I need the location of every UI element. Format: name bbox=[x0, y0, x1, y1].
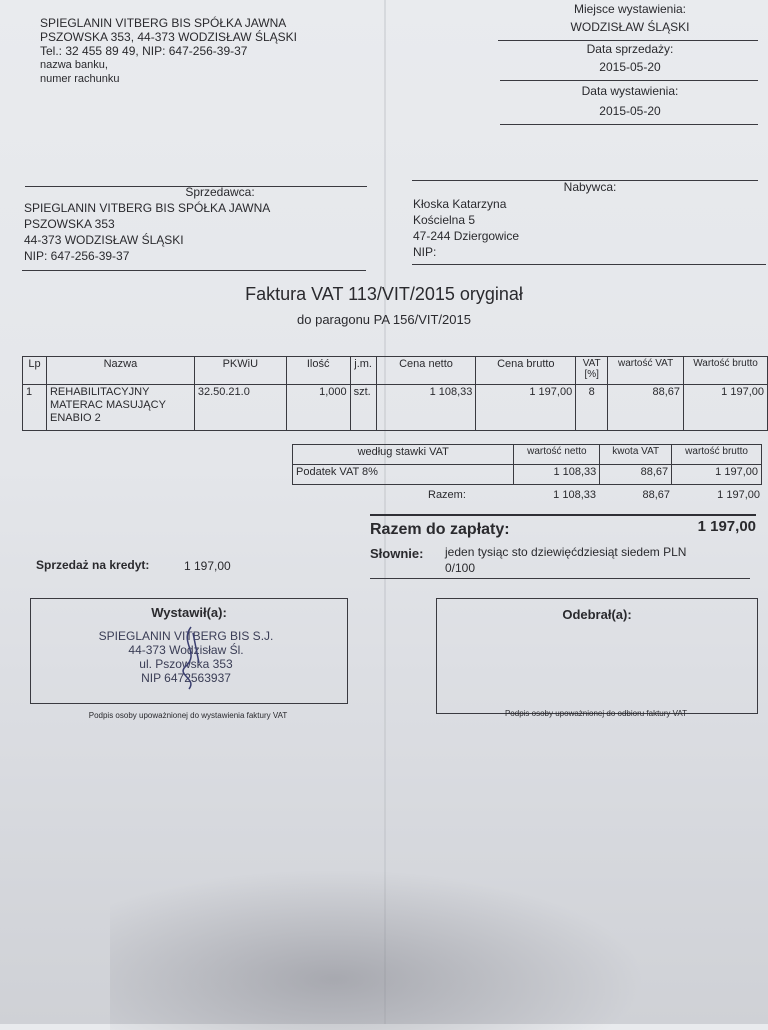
vat-header-vat: kwota VAT bbox=[600, 445, 672, 465]
row-vat: 8 bbox=[576, 385, 608, 431]
buyer-nip: NIP: bbox=[413, 245, 437, 259]
row-vat-value: 88,67 bbox=[608, 385, 684, 431]
vat-row-gross: 1 197,00 bbox=[672, 465, 762, 485]
stamp-line1: SPIEGLANIN VITBERG BIS S.J. bbox=[98, 629, 274, 643]
due-value: 1 197,00 bbox=[697, 518, 756, 535]
col-unit: j.m. bbox=[350, 357, 376, 385]
header-company-block bbox=[40, 16, 297, 86]
issued-signature-box bbox=[30, 598, 348, 704]
row-unit: szt. bbox=[350, 385, 376, 431]
issue-date-value: 2015-05-20 bbox=[599, 104, 661, 118]
row-pkwiu: 32.50.21.0 bbox=[194, 385, 286, 431]
received-label: Odebrał(a): bbox=[562, 607, 632, 622]
seller-bottomline bbox=[22, 270, 366, 271]
header-company-name: SPIEGLANIN VITBERG BIS SPÓŁKA JAWNA bbox=[40, 16, 287, 30]
words-label: Słownie: bbox=[370, 546, 424, 561]
totals-topline bbox=[370, 514, 756, 516]
received-caption: Podpis osoby upoważnionej do odbioru faktury VAT bbox=[504, 709, 688, 718]
vat-summary-table bbox=[292, 444, 762, 485]
seller-block bbox=[24, 200, 270, 264]
seller-city: 44-373 WODZISŁAW ŚLĄSKI bbox=[24, 233, 184, 247]
buyer-city: 47-244 Dziergowice bbox=[413, 229, 520, 243]
items-table bbox=[22, 356, 768, 431]
seller-nip: NIP: 647-256-39-37 bbox=[24, 249, 130, 263]
stamp-line3: ul. Pszowska 353 bbox=[139, 657, 233, 671]
sale-date-underline bbox=[500, 80, 758, 81]
items-header-row bbox=[23, 357, 768, 385]
buyer-block bbox=[413, 196, 519, 260]
words-line2: 0/100 bbox=[445, 561, 476, 575]
row-gross-price: 1 197,00 bbox=[476, 385, 576, 431]
sale-date-value: 2015-05-20 bbox=[599, 60, 661, 74]
photo-shadow bbox=[110, 860, 670, 1030]
vat-header-rate: według stawki VAT bbox=[293, 445, 514, 465]
row-lp: 1 bbox=[23, 385, 47, 431]
place-value: WODZISŁAW ŚLĄSKI bbox=[570, 20, 690, 34]
header-account: numer rachunku bbox=[40, 73, 120, 85]
vat-total-gross: 1 197,00 bbox=[717, 489, 760, 501]
received-signature-box bbox=[436, 598, 758, 714]
row-net-price: 1 108,33 bbox=[376, 385, 476, 431]
table-row bbox=[293, 465, 762, 485]
credit-label: Sprzedaż na kredyt: bbox=[36, 558, 150, 572]
vat-total-vat: 88,67 bbox=[642, 489, 670, 501]
invoice-title-main: Faktura VAT bbox=[245, 284, 344, 304]
issued-caption: Podpis osoby upoważnionej do wystawienia faktury VAT bbox=[88, 711, 288, 720]
seller-name: SPIEGLANIN VITBERG BIS SPÓŁKA JAWNA bbox=[24, 201, 271, 215]
buyer-street: Kościelna 5 bbox=[413, 213, 476, 227]
buyer-name: Kłoska Katarzyna bbox=[413, 197, 507, 211]
buyer-label: Nabywca: bbox=[563, 180, 617, 194]
col-net-price: Cena netto bbox=[376, 357, 476, 385]
header-contact: Tel.: 32 455 89 49, NIP: 647-256-39-37 bbox=[40, 44, 248, 58]
row-name-line2: MATERAC MASUJĄCY bbox=[49, 399, 166, 411]
vat-total-label: Razem: bbox=[428, 489, 466, 501]
col-vat-value: wartość VAT bbox=[608, 357, 684, 385]
invoice-title bbox=[0, 284, 768, 305]
handwritten-signature bbox=[171, 623, 211, 693]
place-label: Miejsce wystawienia: bbox=[573, 2, 687, 16]
stamp-line4: NIP 6472563937 bbox=[141, 671, 231, 685]
buyer-bottomline bbox=[412, 264, 766, 265]
credit-value: 1 197,00 bbox=[184, 559, 231, 573]
row-qty: 1,000 bbox=[286, 385, 350, 431]
row-name bbox=[46, 385, 194, 431]
stamp-line2: 44-373 Wodzisław Śl. bbox=[128, 643, 244, 657]
vat-summary-header bbox=[293, 445, 762, 465]
vat-header-gross: wartość brutto bbox=[672, 445, 762, 465]
issued-label: Wystawił(a): bbox=[151, 605, 227, 620]
due-label: Razem do zapłaty: bbox=[370, 521, 510, 538]
issue-date-label: Data wystawienia: bbox=[581, 84, 679, 98]
vat-total-net: 1 108,33 bbox=[553, 489, 596, 501]
seller-street: PSZOWSKA 353 bbox=[24, 217, 115, 231]
issue-date-underline bbox=[500, 124, 758, 125]
vat-row-vat: 88,67 bbox=[600, 465, 672, 485]
header-bank-name: nazwa banku, bbox=[40, 59, 108, 71]
row-gross-value: 1 197,00 bbox=[684, 385, 768, 431]
row-name-line3: ENABIO 2 bbox=[49, 412, 101, 424]
vat-row-net: 1 108,33 bbox=[514, 465, 600, 485]
col-qty: Ilość bbox=[286, 357, 350, 385]
col-gross-value: Wartość brutto bbox=[684, 357, 768, 385]
col-gross-price: Cena brutto bbox=[476, 357, 576, 385]
place-underline bbox=[498, 40, 758, 41]
words-block bbox=[445, 544, 686, 576]
col-vat: VAT [%] bbox=[576, 357, 608, 385]
table-row bbox=[23, 385, 768, 431]
words-underline bbox=[370, 578, 750, 579]
receipt-reference: do paragonu PA 156/VIT/2015 bbox=[297, 312, 471, 327]
words-line1: jeden tysiąc sto dziewięćdziesiąt siedem PLN bbox=[445, 545, 687, 559]
invoice-number: 113/VIT/2015 oryginał bbox=[348, 284, 523, 304]
col-name: Nazwa bbox=[46, 357, 194, 385]
col-lp: Lp bbox=[23, 357, 47, 385]
vat-header-net: wartość netto bbox=[514, 445, 600, 465]
vat-row-label: Podatek VAT 8% bbox=[293, 465, 514, 485]
header-address: PSZOWSKA 353, 44-373 WODZISŁAW ŚLĄSKI bbox=[40, 30, 297, 44]
seller-label: Sprzedawca: bbox=[185, 185, 255, 199]
row-name-line1: REHABILITACYJNY bbox=[49, 386, 150, 398]
col-pkwiu: PKWiU bbox=[194, 357, 286, 385]
sale-date-label: Data sprzedaży: bbox=[586, 42, 674, 56]
